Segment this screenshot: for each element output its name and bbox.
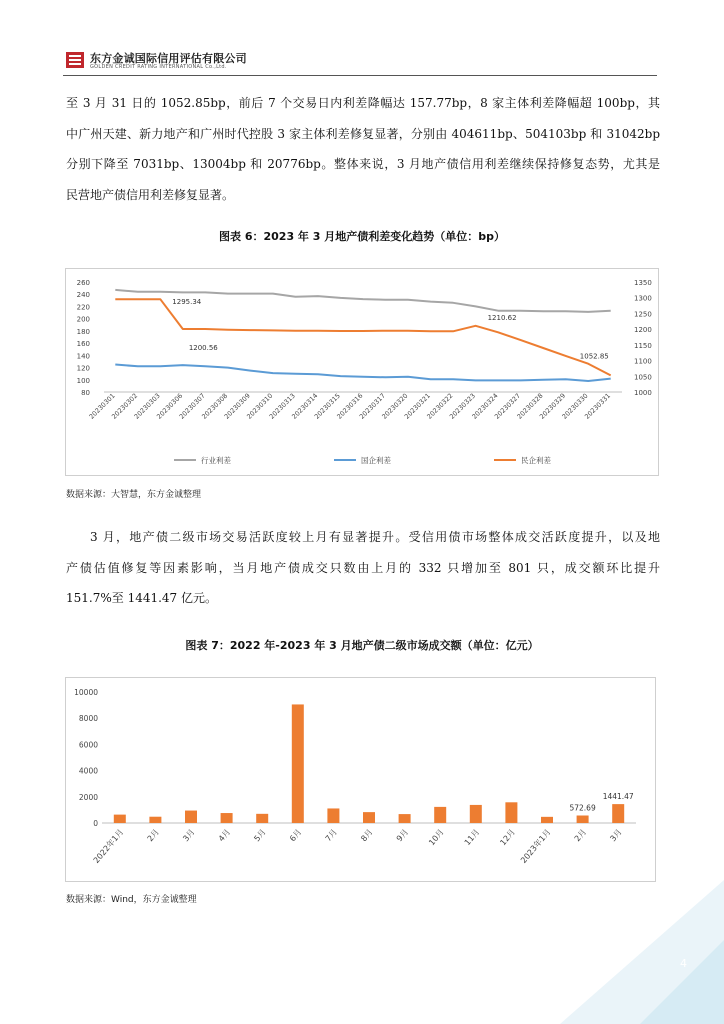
bar xyxy=(221,813,233,823)
paragraph-line: 分别下降至 7031bp、13004bp 和 20776bp。整体来说，3 月地产债信用利差继续保持修复态势，尤其是 xyxy=(66,157,660,171)
paragraph-line: 151.7%至 1441.47 亿元。 xyxy=(66,591,218,605)
y-axis-tick-label: 4000 xyxy=(78,766,98,776)
right-axis-tick-label: 1250 xyxy=(634,310,652,319)
right-axis-tick-label: 1050 xyxy=(634,373,652,382)
x-axis-tick-label: 20230301 xyxy=(87,391,117,421)
x-axis-tick-label: 2023年1月 xyxy=(518,827,553,866)
x-axis-tick-label: 20230316 xyxy=(335,391,365,421)
figure-6-title: 图表 6：2023 年 3 月地产债利差变化趋势（单位：bp） xyxy=(219,230,505,243)
paragraph-2 xyxy=(66,522,660,614)
y-axis-tick-label: 10000 xyxy=(74,688,98,697)
x-axis-tick-label: 11月 xyxy=(462,827,482,848)
x-axis-tick-label: 9月 xyxy=(394,827,411,844)
bar xyxy=(434,807,446,823)
legend-label: 民企利差 xyxy=(521,456,551,465)
company-name-en: GOLDEN CREDIT RATING INTERNATIONAL Co.,Ltd. xyxy=(90,64,227,70)
x-axis-tick-label: 20230303 xyxy=(132,391,162,421)
figure-7-title: 图表 7：2022 年-2023 年 3 月地产债二级市场成交额（单位：亿元） xyxy=(185,639,539,652)
x-axis-tick-label: 20230302 xyxy=(110,391,140,421)
left-axis-tick-label: 160 xyxy=(76,340,90,349)
bar xyxy=(149,817,161,823)
x-axis-tick-label: 20230309 xyxy=(222,391,252,421)
x-axis-tick-label: 20230308 xyxy=(200,391,230,421)
x-axis-tick-label: 20230324 xyxy=(470,391,500,421)
left-axis-tick-label: 220 xyxy=(76,303,90,312)
data-label: 1210.62 xyxy=(487,313,517,322)
spread-line-chart xyxy=(66,269,660,477)
paragraph-line: 至 3 月 31 日的 1052.85bp，前后 7 个交易日内利差降幅达 157.77bp，8 家主体利差降幅超 100bp，其 xyxy=(66,96,660,110)
paragraph-line: 中广州天建、新力地产和广州时代控股 3 家主体利差修复显著，分别由 404611bp、504103bp 和 31042bp xyxy=(66,126,660,141)
x-axis-tick-label: 4月 xyxy=(216,827,233,844)
series-line-国企利差 xyxy=(115,365,610,382)
figure-7-chart xyxy=(65,677,656,882)
right-axis-tick-label: 1150 xyxy=(634,341,652,350)
x-axis-tick-label: 2月 xyxy=(572,827,589,844)
figure-6-chart xyxy=(65,268,659,476)
bar xyxy=(327,808,339,823)
x-axis-tick-label: 3月 xyxy=(181,827,197,844)
x-axis-tick-label: 20230310 xyxy=(245,391,275,421)
left-axis-tick-label: 120 xyxy=(76,364,90,373)
x-axis-tick-label: 20230321 xyxy=(402,391,432,421)
x-axis-tick-label: 20230315 xyxy=(312,391,342,421)
x-axis-tick-label: 6月 xyxy=(288,827,304,844)
legend-label: 行业利差 xyxy=(201,456,231,465)
company-name: 东方金诚国际信用评估有限公司 xyxy=(90,52,247,65)
right-axis-tick-label: 1350 xyxy=(634,279,652,287)
bar xyxy=(399,814,411,823)
legend-label: 国企利差 xyxy=(361,456,391,465)
x-axis-tick-label: 5月 xyxy=(252,827,268,844)
x-axis-tick-label: 2月 xyxy=(145,827,161,844)
x-axis-tick-label: 7月 xyxy=(323,827,339,844)
bar xyxy=(541,817,553,823)
x-axis-tick-label: 20230322 xyxy=(425,391,455,421)
x-axis-tick-label: 20230306 xyxy=(155,391,185,421)
bar xyxy=(577,815,589,823)
data-label: 1200.56 xyxy=(188,343,218,352)
x-axis-tick-label: 20230317 xyxy=(357,391,387,421)
x-axis-tick-label: 12月 xyxy=(498,827,517,848)
left-axis-tick-label: 80 xyxy=(81,389,90,397)
left-axis-tick-label: 240 xyxy=(76,291,90,300)
data-label: 1441.47 xyxy=(602,792,634,802)
x-axis-tick-label: 2022年1月 xyxy=(91,827,126,866)
bar xyxy=(256,814,268,823)
paragraph-1 xyxy=(66,88,660,210)
left-axis-tick-label: 100 xyxy=(76,376,90,385)
data-label: 572.69 xyxy=(569,803,596,813)
company-logo-icon xyxy=(65,50,85,70)
page-number: 4 xyxy=(680,957,687,970)
paragraph-line: 民营地产债信用利差修复显著。 xyxy=(66,187,235,202)
x-axis-tick-label: 8月 xyxy=(359,827,375,844)
y-axis-tick-label: 2000 xyxy=(78,792,98,802)
bar xyxy=(505,802,517,823)
header-divider xyxy=(63,75,657,76)
left-axis-tick-label: 260 xyxy=(76,279,90,287)
bar xyxy=(470,805,482,823)
data-label: 1052.85 xyxy=(579,352,609,361)
y-axis-tick-label: 0 xyxy=(93,819,98,828)
paragraph-line: 3 月，地产债二级市场交易活跃度较上月有显著提升。受信用债市场整体成交活跃度提升，以及地 xyxy=(90,530,660,544)
x-axis-tick-label: 20230307 xyxy=(177,391,207,421)
x-axis-tick-label: 20230328 xyxy=(515,391,545,421)
y-axis-tick-label: 6000 xyxy=(78,740,98,750)
bar xyxy=(363,812,375,823)
x-axis-tick-label: 20230320 xyxy=(380,391,410,421)
x-axis-tick-label: 20230329 xyxy=(538,391,568,421)
figure-7-source: 数据来源：Wind，东方金诚整理 xyxy=(66,895,197,905)
right-axis-tick-label: 1200 xyxy=(634,326,652,335)
data-label: 1295.34 xyxy=(172,298,202,307)
x-axis-tick-label: 10月 xyxy=(427,827,446,848)
bar xyxy=(114,815,126,823)
bar xyxy=(185,811,197,823)
x-axis-tick-label: 20230323 xyxy=(447,391,478,421)
bar xyxy=(612,804,624,823)
left-axis-tick-label: 180 xyxy=(76,327,90,336)
turnover-bar-chart xyxy=(66,678,657,883)
x-axis-tick-label: 20230330 xyxy=(560,391,590,421)
figure-6-source: 数据来源：大智慧，东方金诚整理 xyxy=(66,490,202,500)
bar xyxy=(292,704,304,823)
right-axis-tick-label: 1100 xyxy=(634,357,652,366)
x-axis-tick-label: 3月 xyxy=(608,827,624,844)
x-axis-tick-label: 20230327 xyxy=(493,391,523,421)
x-axis-tick-label: 20230314 xyxy=(290,391,320,421)
left-axis-tick-label: 200 xyxy=(76,315,90,324)
paragraph-line: 产债估值修复等因素影响，当月地产债成交只数由上月的 332 只增加至 801 只，成交额环比提升 xyxy=(66,560,660,575)
right-axis-tick-label: 1300 xyxy=(634,294,652,303)
x-axis-tick-label: 20230313 xyxy=(267,391,297,421)
right-axis-tick-label: 1000 xyxy=(634,389,652,397)
y-axis-tick-label: 8000 xyxy=(78,714,98,724)
x-axis-tick-label: 20230331 xyxy=(583,391,613,421)
left-axis-tick-label: 140 xyxy=(76,352,90,361)
